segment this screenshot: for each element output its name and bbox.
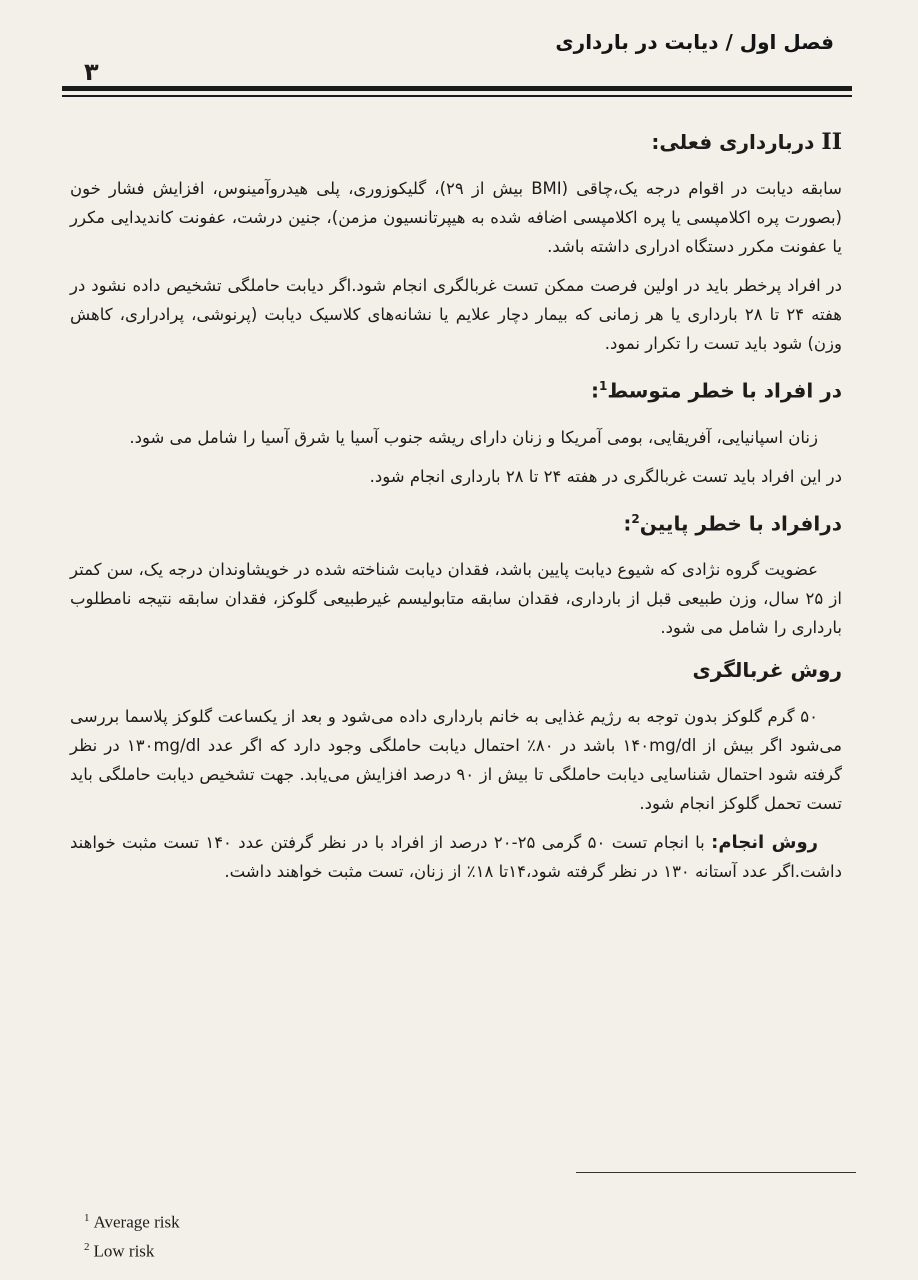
section-heading-text: دربارداری فعلی: — [651, 130, 815, 154]
heading-colon: : — [623, 511, 632, 536]
footnotes — [84, 1206, 180, 1263]
paragraph-risk-factors: سابقه دیابت در اقوام درجه یک،چاقی (BMI بیش از ۲۹)، گلیکوزوری، پلی هیدروآمینوس، افزایش فشار خون (بصورت پره اکلامپسی یا پره اکلامپسی اضافه شده به هیپرتانسیون مزمن)، جنین درشت، عفونت کاندیدایی مکرر یا عفونت مکرر دستگاه ادراری داشته باشد. — [70, 179, 842, 256]
paragraph-high-risk-screening: در افراد پرخطر باید در اولین فرصت ممکن تست غربالگری انجام شود.اگر دیابت حاملگی تشخیص داده نشود در هفته ۲۴ تا ۲۸ بارداری یا هر زمانی که بیمار دچار علایم یا نشانه‌های کلاسیک دیابت (پرنوشی، پرادراری، کاهش وزن) شود باید تست را تکرار نمود. — [70, 276, 843, 353]
main-content — [70, 124, 842, 896]
footnote-2 — [84, 1235, 180, 1264]
section-roman-numeral: II — [821, 129, 842, 155]
section-heading-text: درافراد با خطر پایین — [639, 511, 842, 536]
section-heading-low-risk — [70, 501, 842, 542]
footnote-ref: 2 — [631, 511, 640, 526]
running-header-title: فصل اول / دیابت در بارداری — [555, 30, 834, 54]
paragraph-medium-risk-timing: در این افراد باید تست غربالگری در هفته ۲۴ تا ۲۸ بارداری انجام شود. — [369, 466, 842, 486]
section-heading-text: در افراد با خطر متوسط — [607, 378, 842, 403]
footnote-number: 2 — [84, 1240, 90, 1253]
paragraph-procedure — [70, 828, 842, 886]
footnote-text: Average risk — [93, 1212, 180, 1232]
footnote-number: 1 — [84, 1212, 90, 1224]
section-heading-current-pregnancy — [70, 124, 842, 160]
header-rule-thick — [62, 86, 852, 91]
section-heading-medium-risk — [70, 368, 842, 409]
footnote-1 — [84, 1206, 180, 1235]
paragraph-low-risk-criteria: عضویت گروه نژادی که شیوع دیابت پایین باشد، فقدان دیابت شناخته شده در خویشاوندان درجه یک، سن کمتر از ۲۵ سال، وزن طبیعی قبل از بارداری، فقدان سابقه متابولیسم غیرطبیعی گلوکز، فقدان سابقه نتیجه نامطلوب بارداری را شامل می شود. — [70, 560, 842, 638]
footnote-text: Low risk — [93, 1241, 155, 1261]
footnote-ref: 1 — [598, 379, 608, 393]
section-heading-screening-method: روش غربالگری — [692, 658, 842, 683]
header-rule-thin — [62, 95, 852, 97]
paragraph-medium-risk-groups: زنان اسپانیایی، آفریقایی، بومی آمریکا و زنان دارای ریشه جنوب آسیا یا شرق آسیا را شامل می شود. — [129, 427, 818, 447]
procedure-label: روش انجام: — [711, 832, 818, 854]
footnote-separator — [576, 1172, 856, 1173]
page-number: ۳ — [84, 58, 99, 86]
paragraph-glucose-challenge: ۵۰ گرم گلوکز بدون توجه به رژیم غذایی به خانم بارداری داده می‌شود و بعد از یکساعت گلوکز پلاسما بررسی می‌شود اگر بیش از ۱۴۰mg/dl باشد در ۸۰٪ احتمال دیابت حاملگی وجود دارد که اگر عدد ۱۳۰mg/dl در نظر گرفته شود احتمال شناسایی دیابت حاملگی تا بیش از ۹۰ درصد افزایش می‌یابد. جهت تشخیص دیابت حاملگی باید تست تحمل گلوکز انجام شود. — [70, 707, 842, 814]
heading-colon: : — [590, 378, 599, 403]
procedure-text: با انجام تست ۵۰ گرمی ۲۵-۲۰ درصد از افراد با در نظر گرفتن عدد ۱۴۰ تست مثبت خواهند داشت.اگر عدد آستانه ۱۳۰ در نظر گرفته شود،۱۴تا ۱۸٪ از زنان، تست مثبت خواهند داشت. — [70, 833, 842, 882]
